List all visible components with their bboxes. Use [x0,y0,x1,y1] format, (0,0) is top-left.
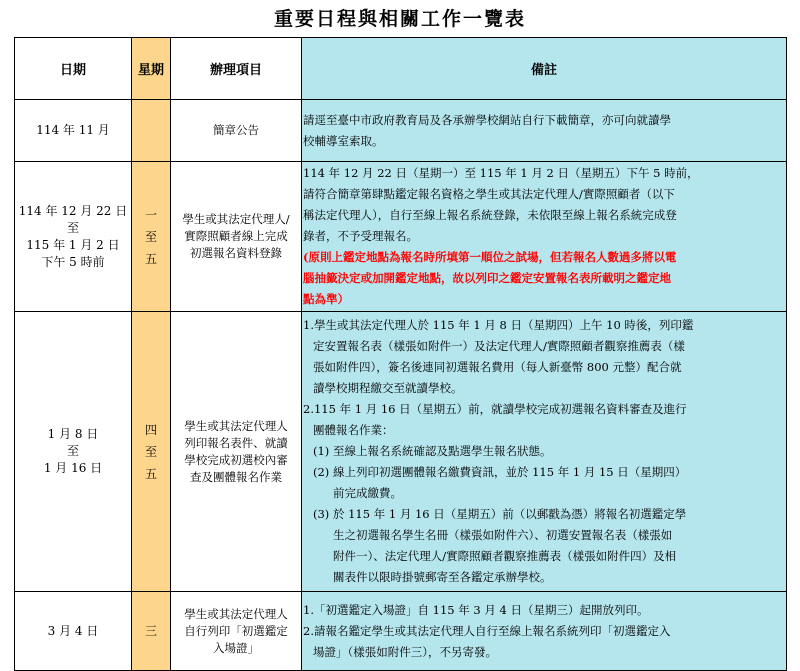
weekday-cell-line: 一 [144,207,157,222]
task-cell-line: 自行列印「初選鑑定 [184,623,288,638]
note-cell [302,592,787,671]
document-title: 重要日程與相關工作一覽表 [273,8,526,30]
note-line: 1.學生或其法定代理人於 115 年 1 月 8 日（星期四）上午 10 時後，列印鑑 [303,318,694,332]
task-cell-line: 簡章公告 [213,123,259,137]
date-cell-line: 1 月 8 日 [47,427,99,441]
weekday-cell-line: 至 [144,444,157,459]
table-row [15,312,787,592]
note-line: 附件一）、法定代理人/實際照顧者觀察推薦表（樣張如附件四）及相 [333,549,677,563]
table-header-row [15,38,787,100]
task-cell-line: 學生或其法定代理人/ [182,212,290,226]
note-line: 生之初選報名學生名冊（樣張如附件六）、初選安置報名表（樣張如 [333,528,673,542]
table-row [15,162,787,312]
weekday-cell-line: 五 [144,251,157,266]
weekday-cell-line: 五 [144,466,157,481]
header-item: 辦理項目 [171,38,302,100]
date-cell [15,100,132,162]
task-cell-line: 學校完成初選校內審 [184,452,288,467]
weekday-cell-line: 四 [144,422,157,437]
note-line: 張如附件四），簽名後連同初選報名費用（每人新臺幣 800 元整）配合就 [313,360,682,374]
task-cell-line: 入場證」 [213,640,259,655]
weekday-cell [132,162,171,312]
date-cell-line: 下午 5 時前 [41,254,105,269]
note-cell [302,312,787,592]
note-line: 請逕至臺中市政府教育局及各承辦學校網站自行下載簡章，亦可向就讀學 [303,112,671,127]
note-warning-line: 點為準） [303,292,349,306]
table-row [15,592,787,671]
note-line: (1) 至線上報名系統確認及點選學生報名狀態。 [313,444,552,458]
note-line: 114 年 12 月 22 日（星期一）至 115 年 1 月 2 日（星期五）下午 5 時前， [303,166,699,180]
date-cell-line: 114 年 11 月 [36,123,110,137]
note-line: 校輔導室索取。 [303,133,384,148]
date-cell [15,592,132,671]
weekday-cell [132,312,171,592]
note-line: 讀學校期程繳交至就讀學校。 [313,381,463,395]
date-cell-line: 至 [66,444,79,458]
task-cell-line: 查及團體報名作業 [190,469,282,484]
date-cell-line: 至 [66,220,79,235]
task-cell [171,312,302,592]
note-warning-line: 腦抽籤決定或加開鑑定地點，故以列印之鑑定安置報名表所載明之鑑定地 [303,271,671,285]
table-row [15,100,787,162]
header-date: 日期 [15,38,132,100]
note-line: 請符合簡章第肆點鑑定報名資格之學生或其法定代理人/實際照顧者（以下 [303,187,675,201]
note-line: 團體報名作業： [313,423,394,437]
note-line: 錄者，不予受理報名。 [303,229,418,243]
task-cell [171,162,302,312]
note-cell [302,100,787,162]
note-line: 定安置報名表（樣張如附件一）及法定代理人/實際照顧者觀察推薦表（樣 [313,339,685,353]
schedule-table [14,37,787,671]
date-cell [15,312,132,592]
date-cell-line: 115 年 1 月 2 日 [26,237,120,252]
weekday-cell [132,100,171,162]
note-cell [302,162,787,312]
note-line: 稱法定代理人），自行至線上報名系統登錄，未依限至線上報名系統完成登 [303,208,677,222]
task-cell-line: 實際照顧者線上完成 [184,229,288,243]
task-cell [171,592,302,671]
weekday-cell-line: 至 [144,229,157,244]
date-cell-line: 114 年 12 月 22 日 [18,203,128,218]
note-line: 2.請報名鑑定學生或其法定代理人自行至線上報名系統列印「初選鑑定入 [303,623,671,638]
weekday-cell-line: 三 [144,624,157,638]
header-dow: 星期 [132,38,171,100]
note-line: 2.115 年 1 月 16 日（星期五）前，就讀學校完成初選報名資料審查及進行 [303,402,687,416]
note-line: 1.「初選鑑定入場證」自 115 年 3 月 4 日（星期三）起開放列印。 [303,602,649,617]
note-line: (2) 線上列印初選團體報名繳費資訊，並於 115 年 1 月 15 日（星期四） [313,465,687,479]
date-cell-line: 3 月 4 日 [47,623,99,638]
task-cell-line: 初選報名資料登錄 [190,246,282,260]
note-line: 前完成繳費。 [333,486,402,500]
task-cell [171,100,302,162]
note-line: (3) 於 115 年 1 月 16 日（星期五）前（以郵戳為憑）將報名初選鑑定學 [313,507,687,521]
task-cell-line: 學生或其法定代理人 [184,418,288,433]
date-cell [15,162,132,312]
note-line: 場證」（樣張如附件三），不另寄發。 [313,644,497,659]
task-cell-line: 列印報名表件、就讀 [184,435,288,450]
header-note: 備註 [302,38,787,100]
note-line: 關表件以限時掛號郵寄至各鑑定承辦學校。 [333,570,552,584]
note-warning-line: (原則上鑑定地點為報名時所填第一順位之試場，但若報名人數過多將以電 [303,250,677,264]
date-cell-line: 1 月 16 日 [43,461,103,475]
weekday-cell [132,592,171,671]
task-cell-line: 學生或其法定代理人 [184,606,288,621]
